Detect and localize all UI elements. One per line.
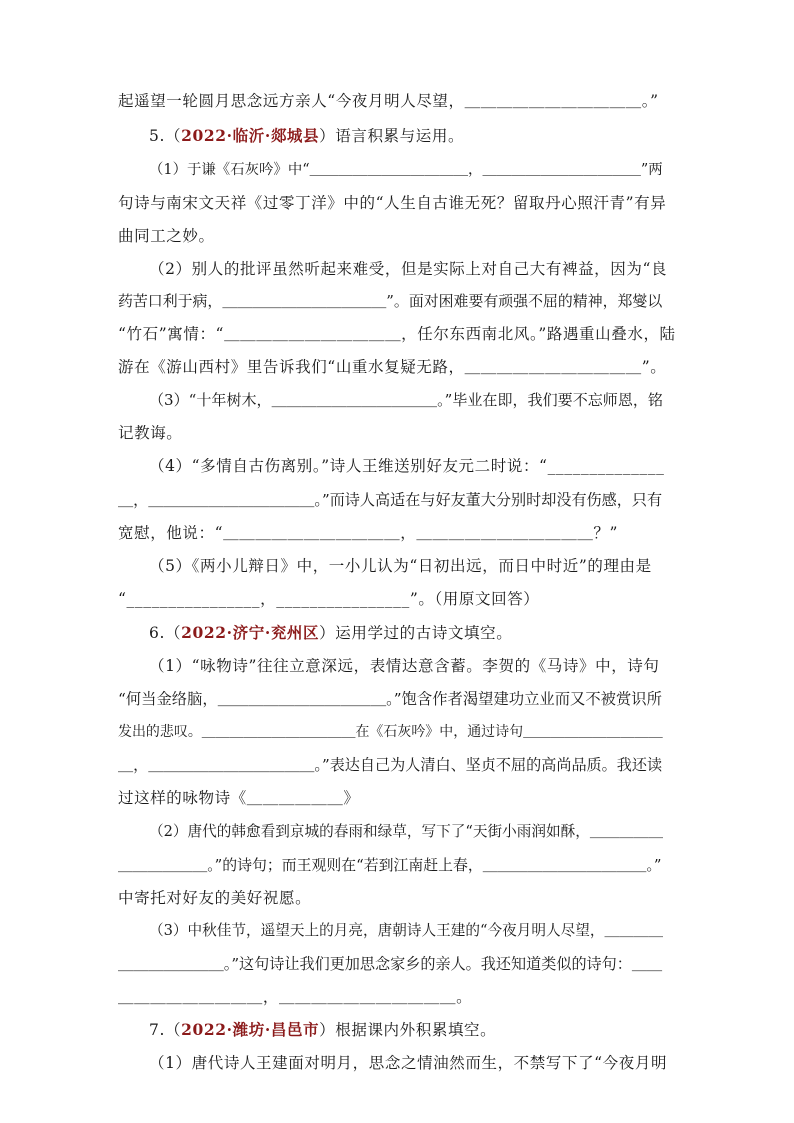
line-6	[0, 291, 794, 311]
line-14-seg-0: （5）《两小儿辩日》中，一小儿认为“日初出远，而日中时近”的理由是	[149, 557, 652, 575]
line-15	[0, 589, 794, 609]
line-18	[0, 689, 794, 709]
line-2-seg-0: （1）于谦《石灰吟》中“＿＿＿＿＿＿＿＿＿＿＿，＿＿＿＿＿＿＿＿＿＿＿”两	[149, 162, 663, 178]
line-27	[0, 987, 794, 1007]
line-3	[0, 193, 794, 213]
line-28-seg-0: 7.（	[149, 1021, 182, 1039]
question-source-tag: 2022·潍坊·昌邑市	[181, 1020, 320, 1039]
line-10	[0, 423, 794, 443]
line-5-seg-0: （2）别人的批评虽然听起来难受，但是实际上对自己大有裨益，因为“良	[149, 260, 668, 278]
line-12	[0, 490, 794, 510]
line-17-seg-0: （1）“咏物诗”往往立意深远，表情达意含蓄。李贺的《马诗》中，诗句	[149, 657, 660, 675]
line-23-seg-0: ＿＿＿＿＿＿。”的诗句；而王观则在“若到江南赶上春，＿＿＿＿＿＿＿＿＿＿＿。”	[118, 856, 662, 874]
line-25-seg-0: （3）中秋佳节，遥望天上的月亮，唐朝诗人王建的“今夜月明人尽望，＿＿＿＿	[149, 922, 664, 939]
line-17	[0, 656, 794, 676]
line-15-seg-0: “________________，________________”。（用原文回答）	[118, 590, 540, 608]
question-source-tag: 2022·济宁·兖州区	[181, 623, 320, 642]
line-21-seg-0: 过这样的咏物诗《＿＿＿＿＿＿》	[118, 789, 360, 807]
line-29	[0, 1053, 794, 1073]
line-26	[0, 954, 794, 974]
line-1-seg-2: ）语言积累与运用。	[319, 127, 465, 145]
line-20	[0, 755, 794, 775]
line-3-seg-0: 句诗与南宋文天祥《过零丁洋》中的“人生自古谁无死？留取丹心照汗青”有异	[118, 194, 667, 212]
line-1	[0, 126, 794, 146]
line-23	[0, 855, 794, 875]
line-7	[0, 324, 794, 344]
line-10-seg-0: 记教诲。	[118, 424, 183, 442]
line-13-seg-0: 宽慰，他说：“＿＿＿＿＿＿＿＿＿＿＿，＿＿＿＿＿＿＿＿＿＿＿？”	[118, 524, 619, 542]
line-8	[0, 357, 794, 377]
line-22	[0, 822, 794, 842]
line-28-seg-2: ）根据课内外积累填空。	[319, 1021, 497, 1039]
line-24	[0, 888, 794, 908]
line-0	[0, 91, 794, 111]
line-19	[0, 722, 794, 742]
line-29-seg-0: （1）唐代诗人王建面对明月，思念之情油然而生，不禁写下了“今夜月明	[149, 1054, 668, 1072]
line-26-seg-0: ＿＿＿＿＿＿＿。”这句诗让我们更加思念家乡的亲人。我还知道类似的诗句：＿＿	[118, 955, 663, 973]
line-13	[0, 523, 794, 543]
line-1-seg-0: 5.（	[149, 127, 182, 145]
line-11	[0, 456, 794, 476]
line-9-seg-0: （3）“十年树木，＿＿＿＿＿＿＿＿＿＿＿。”毕业在即，我们要不忘师恩，铭	[149, 391, 663, 409]
line-16-seg-0: 6.（	[149, 624, 182, 642]
line-7-seg-0: “竹石”寓情：“＿＿＿＿＿＿＿＿＿＿＿，任尔东西南北风。”路遇重山叠水，陆	[118, 325, 676, 343]
line-12-seg-0: ＿，＿＿＿＿＿＿＿＿＿＿＿。”而诗人高适在与好友董大分别时却没有伤感，只有	[118, 491, 663, 509]
line-24-seg-0: 中寄托对好友的美好祝愿。	[118, 889, 312, 907]
line-2	[0, 160, 794, 180]
line-20-seg-0: ＿，＿＿＿＿＿＿＿＿＿＿＿。”表达自己为人清白、坚贞不屈的高尚品质。我还读	[118, 756, 663, 774]
line-28	[0, 1020, 794, 1040]
line-22-seg-0: （2）唐代的韩愈看到京城的春雨和绿草，写下了“天街小雨润如酥，＿＿＿＿＿	[149, 823, 664, 840]
line-4-seg-0: 曲同工之妙。	[118, 227, 215, 245]
line-18-seg-0: “何当金络脑，＿＿＿＿＿＿＿＿＿＿＿。”饱含作者渴望建功立业而又不被赏识所	[118, 690, 662, 708]
line-11-seg-0: （4）“多情自古伤离别。”诗人王维送别好友元二时说：“______________	[149, 457, 665, 475]
line-16	[0, 623, 794, 643]
line-8-seg-0: 游在《游山西村》里告诉我们“山重水复疑无路，＿＿＿＿＿＿＿＿＿＿＿”。	[118, 358, 667, 376]
line-21	[0, 788, 794, 808]
line-5	[0, 259, 794, 279]
line-14	[0, 556, 794, 576]
line-16-seg-2: ）运用学过的古诗文填空。	[319, 624, 513, 642]
line-4	[0, 226, 794, 246]
line-6-seg-0: 药苦口利于病，＿＿＿＿＿＿＿＿＿＿＿”。面对困难要有顽强不屈的精神，郑燮以	[118, 292, 663, 310]
line-25	[0, 921, 794, 941]
line-19-seg-0: 发出的悲叹。＿＿＿＿＿＿＿＿＿＿＿在《石灰吟》中，通过诗句＿＿＿＿＿＿＿＿＿＿	[118, 724, 663, 740]
question-source-tag: 2022·临沂·郯城县	[181, 126, 320, 145]
line-0-seg-0: 起遥望一轮圆月思念远方亲人“今夜月明人尽望，＿＿＿＿＿＿＿＿＿＿＿。”	[118, 92, 659, 110]
line-9	[0, 390, 794, 410]
line-27-seg-0: ＿＿＿＿＿＿＿＿＿，＿＿＿＿＿＿＿＿＿＿＿。	[118, 988, 473, 1006]
